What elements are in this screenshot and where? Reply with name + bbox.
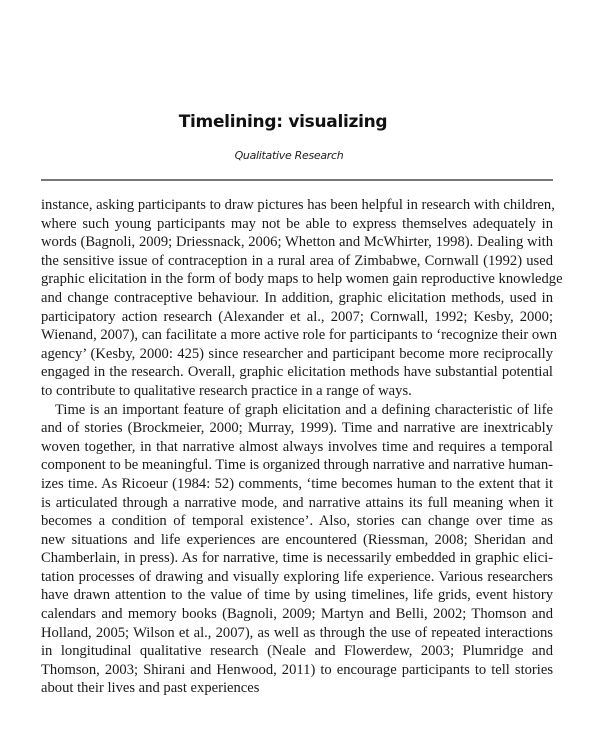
text-line: Time is an important feature of graph elicitation and a defining characteristic of life (55, 401, 553, 418)
text-line: have drawn attention to the value of time by using timelines, life grids, event history (41, 587, 553, 604)
text-line: is articulated through a narrative mode, and narrative attains its full meaning when it (41, 494, 553, 511)
text-line: becomes a condition of temporal existence’. Also, stories can change over time as (41, 513, 553, 530)
text-line: tation processes of drawing and visually exploring life experience. Various researchers (41, 568, 553, 585)
header-rule (41, 179, 553, 181)
text-line: Wienand, 2007), can facilitate a more active role for participants to ‘recognize their own (41, 327, 558, 344)
text-line: Chamberlain, in press). As for narrative, time is necessarily embedded in graphic elici- (41, 550, 553, 567)
journal-name: Qualitative Research (234, 149, 344, 162)
text-line: calendars and memory books (Bagnoli, 2009; Martyn and Belli, 2002; Thomson and (41, 606, 553, 623)
text-line: participatory action research (Alexander et al., 2007; Cornwall, 1992; Kesby, 2000; (41, 308, 553, 325)
text-line: words (Bagnoli, 2009; Driessnack, 2006; Whetton and McWhirter, 1998). Dealing with (41, 234, 553, 251)
text-line: about their lives and past experiences (41, 680, 260, 697)
text-line: and of stories (Brockmeier, 2000; Murray, 1999). Time and narrative are inextricably (41, 420, 553, 437)
text-line: component to be meaningful. Time is organized through narrative and narrative human- (41, 457, 553, 474)
body-text (41, 196, 563, 698)
text-line: agency’ (Kesby, 2000: 425) since researcher and participant become more reciprocally (41, 345, 553, 362)
text-line: and change contraceptive behaviour. In addition, graphic elicitation methods, used in (41, 289, 553, 306)
text-line: to contribute to qualitative research practice in a range of ways. (41, 382, 412, 399)
text-line: izes time. As Ricoeur (1984: 52) comments, ‘time becomes human to the extent that it (41, 475, 553, 492)
text-line: engaged in the research. Overall, graphic elicitation methods have substantial potential (41, 364, 553, 381)
text-line: the sensitive issue of contraception in a rural area of Zimbabwe, Cornwall (1992) used (41, 252, 553, 269)
text-line: graphic elicitation in the form of body maps to help women gain reproductive knowledge (41, 271, 563, 288)
text-line: Thomson, 2003; Shirani and Henwood, 2011) to encourage participants to tell stories (41, 661, 553, 678)
text-line: where such young participants may not be able to express themselves adequately in (41, 215, 553, 232)
text-line: Holland, 2005; Wilson et al., 2007), as well as through the use of repeated interactions (41, 624, 553, 641)
running-title: Timelining: visualizing (178, 112, 388, 132)
text-line: woven together, in that narrative almost always involves time and requires a temporal (41, 438, 553, 455)
text-line: instance, asking participants to draw pictures has been helpful in research with children, (41, 197, 555, 213)
text-line: in longitudinal qualitative research (Neale and Flowerdew, 2003; Plumridge and (41, 643, 553, 660)
text-line: new situations and life experiences are encountered (Riessman, 2008; Sheridan and (41, 531, 553, 548)
